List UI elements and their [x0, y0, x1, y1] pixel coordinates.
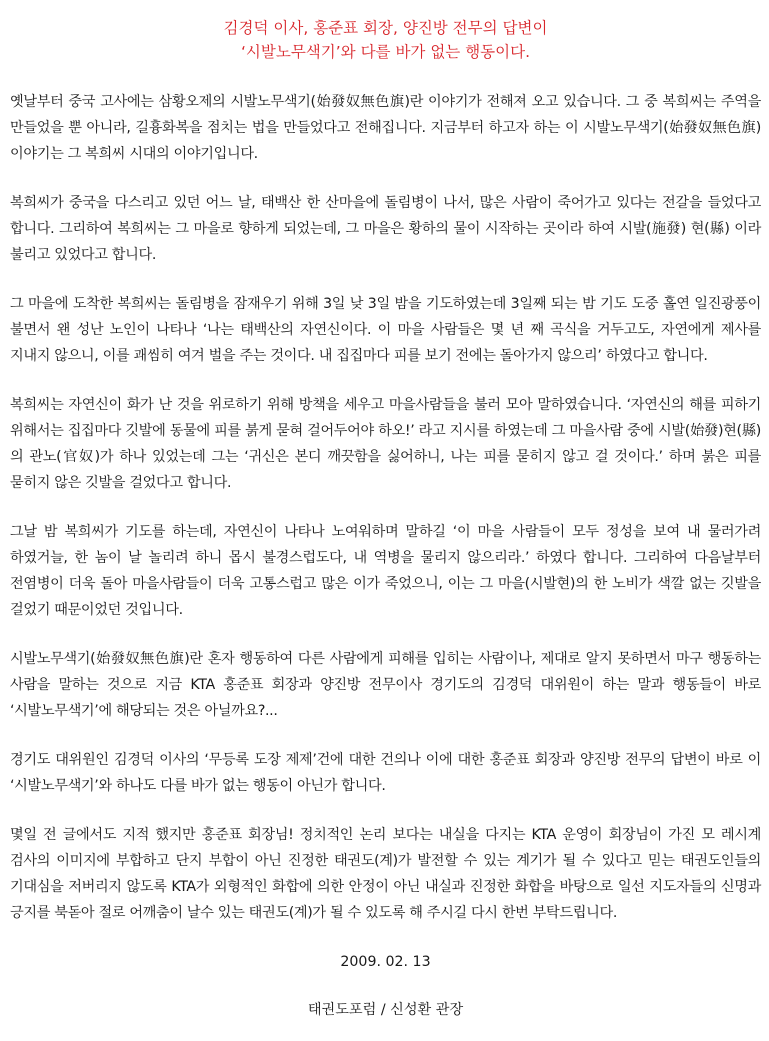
paragraph: 복희씨가 중국을 다스리고 있던 어느 날, 태백산 한 산마을에 돌림병이 나서, 많은 사람이 죽어가고 있다는 전갈을 들었다고 합니다. 그리하여 복희씨는 그 마을로 향하게 되었는데, 그 마을은 황하의 물이 시작하는 곳이라 하여 시발(施發) 현(縣) 이라 불리고 있었다고 합니다.: [10, 195, 761, 263]
article-body: [10, 89, 761, 926]
paragraph: 그날 밤 복희씨가 기도를 하는데, 자연신이 나타나 노여워하며 말하길 ‘이 마을 사람들이 모두 정성을 보여 내 물러가려 하였거늘, 한 놈이 날 놀리려 하니 몹시 불경스럽도다, 내 역병을 물리지 않으리라.’ 하였다 합니다. 그리하여 다음날부터 전염병이 더욱 돌아 마을사람들이 더욱 고통스럽고 많은 이가 죽었으니, 이는 그 마을(시발현)의 한 노비가 색깔 없는 깃발을 걸었기 때문이었던 것입니다.: [10, 524, 761, 618]
article-title: [10, 16, 761, 64]
title-line-1: 김경덕 이사, 홍준표 회장, 양진방 전무의 답변이: [223, 19, 548, 37]
author-signature: 태권도포럼 / 신성환 관장: [307, 1002, 464, 1018]
paragraph: 몇일 전 글에서도 지적 했지만 홍준표 회장님! 정치적인 논리 보다는 내실을 다지는 KTA 운영이 회장님이 가진 모 레시계 검사의 이미지에 부합하고 단지 부합이 아닌 진정한 태권도(계)가 발전할 수 있는 계기가 될 수 있다고 믿는 태권도인들의 기대심을 저버리지 않도록 KTA가 외형적인 화합에 의한 안정이 아닌 내실과 진정한 화합을 바탕으로 일선 지도자들의 신명과 긍지를 북돋아 절로 어깨춤이 날수 있는 태권도(계)가 될 수 있도록 해 주시길 다시 한번 부탁드립니다.: [10, 827, 761, 921]
paragraph: 시발노무색기(始發奴無色旗)란 혼자 행동하여 다른 사람에게 피해를 입히는 사람이나, 제대로 알지 못하면서 마구 행동하는 사람을 말하는 것으로 지금 KTA 홍준표 회장과 양진방 전무이사 경기도의 김경덕 대위원이 하는 말과 행동들이 바로 ‘시발노무색기’에 해당되는 것은 아닐까요?...: [10, 651, 761, 719]
paragraph: 옛날부터 중국 고사에는 삼황오제의 시발노무색기(始發奴無色旗)란 이야기가 전해져 오고 있습니다. 그 중 복희씨는 주역을 만들었을 뿐 아니라, 길흉화복을 점치는 법을 만들었다고 전해집니다. 지금부터 하고자 하는 이 시발노무색기(始發奴無色旗) 이야기는 그 복희씨 시대의 이야기입니다.: [10, 94, 761, 162]
paragraph: 그 마을에 도착한 복희씨는 돌림병을 잠재우기 위해 3일 낮 3일 밤을 기도하였는데 3일째 되는 밤 기도 도중 홀연 일진광풍이 불면서 왠 성난 노인이 나타나 ‘나는 태백산의 자연신이다. 이 마을 사람들은 몇 년 째 곡식을 거두고도, 자연에게 제사를 지내지 않으니, 이를 괘씸히 여겨 벌을 주는 것이다. 내 집집마다 피를 보기 전에는 돌아가지 않으리’ 하였다고 합니다.: [10, 296, 761, 364]
paragraph: 경기도 대위원인 김경덕 이사의 ‘무등록 도장 제제’건에 대한 건의나 이에 대한 홍준표 회장과 양진방 전무의 답변이 바로 이 ‘시발노무색기’와 하나도 다를 바가 없는 행동이 아닌가 합니다.: [10, 752, 761, 794]
title-line-2: ‘시발노무색기’와 다를 바가 없는 행동이다.: [240, 43, 531, 61]
article-date: 2009. 02. 13: [340, 954, 431, 970]
paragraph: 복희씨는 자연신이 화가 난 것을 위로하기 위해 방책을 세우고 마을사람들을 불러 모아 말하였습니다. ‘자연신의 해를 피하기 위해서는 집집마다 깃발에 동물에 피를 붉게 묻혀 걸어두어야 하오!’ 라고 지시를 하였는데 그 마을사람 중에 시발(始發)현(縣)의 관노(官奴)가 하나 있었는데 그는 ‘귀신은 본디 깨끗함을 싫어하니, 나는 피를 묻히지 않고 걸 것이다.’ 하며 붉은 피를 묻히지 않은 깃발을 걸었다고 합니다.: [10, 397, 761, 491]
